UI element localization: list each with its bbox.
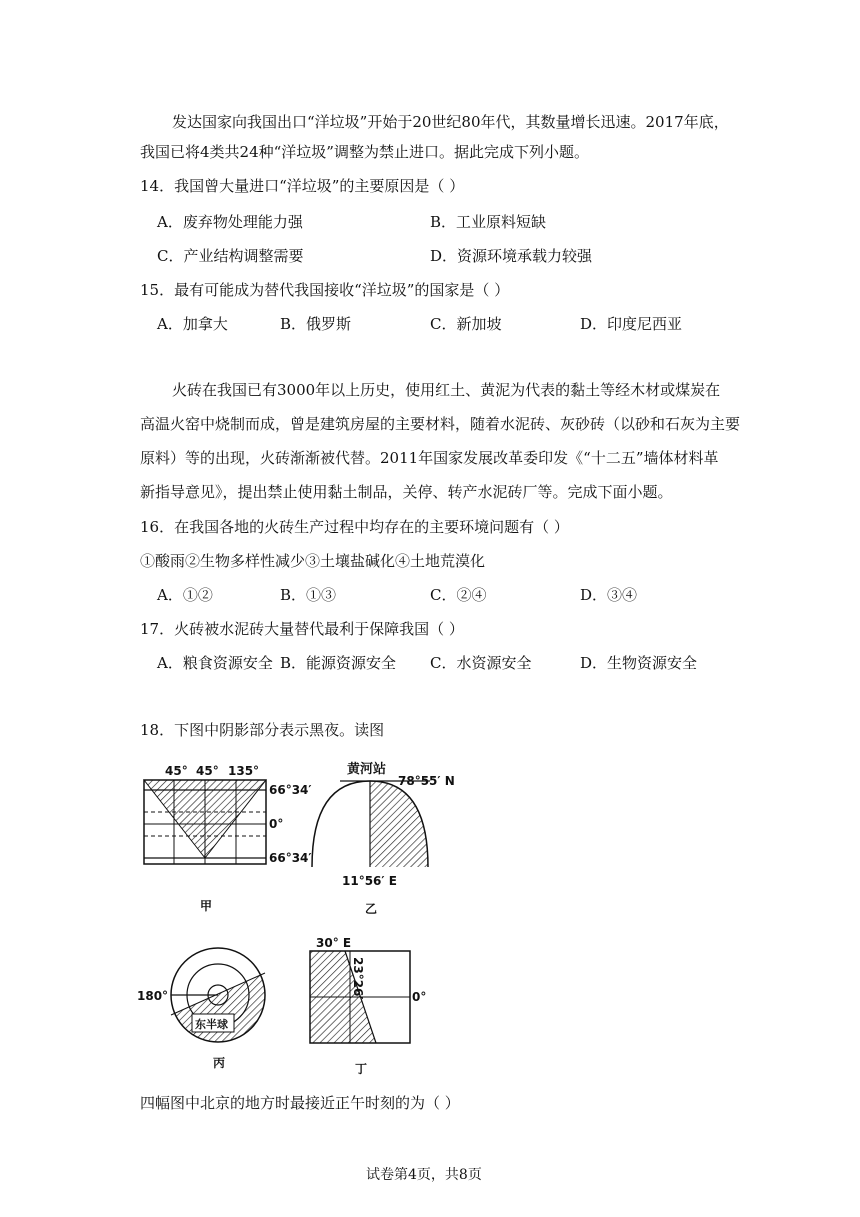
- jia-lat-top: 66°34′: [269, 783, 312, 797]
- figure-yi: [310, 755, 480, 925]
- q15-option-b: B．俄罗斯: [280, 315, 352, 333]
- yi-label: 乙: [365, 902, 378, 916]
- passage1-line1: 发达国家向我国出口“洋垃圾”开始于20世纪80年代，其数量增长迅速。2017年底，: [172, 113, 729, 131]
- ding-label: 丁: [355, 1062, 368, 1076]
- passage2-line3: 原料）等的出现，火砖渐渐被代替。2011年国家发展改革委印发《“十二五”墙体材料革: [140, 449, 719, 467]
- jia-label: 甲: [200, 899, 213, 913]
- q17-option-c: C．水资源安全: [430, 654, 532, 672]
- q14-option-c: C．产业结构调整需要: [157, 247, 304, 265]
- q14-option-b: B．工业原料短缺: [430, 213, 547, 231]
- q16-stem: 16．在我国各地的火砖生产过程中均存在的主要环境问题有（ ）: [140, 518, 569, 536]
- q14-option-a: A．废弃物处理能力强: [157, 213, 303, 231]
- ding-lat: 23°26′: [351, 957, 365, 1000]
- q15-option-c: C．新加坡: [430, 315, 502, 333]
- page-footer: 试卷第4页，共8页: [366, 1167, 482, 1183]
- q17-option-b: B．能源资源安全: [280, 654, 397, 672]
- bing-label: 丙: [213, 1056, 226, 1070]
- bing-lon: 180°: [137, 989, 169, 1003]
- passage2-line1: 火砖在我国已有3000年以上历史，使用红土、黄泥为代表的黏土等经木材或煤炭在: [172, 381, 721, 399]
- ding-zero: 0°: [412, 990, 427, 1004]
- jia-lon3: 135°: [228, 764, 260, 778]
- passage2-line2: 高温火窑中烧制而成，曾是建筑房屋的主要材料，随着水泥砖、灰砂砖（以砂和石灰为主要: [140, 415, 741, 433]
- yi-station: 黄河站: [347, 762, 387, 777]
- figure-bing: [130, 935, 280, 1075]
- q16-option-b: B．①③: [280, 586, 337, 604]
- passage1-line2: 我国已将4类共24种“洋垃圾”调整为禁止进口。据此完成下列小题。: [140, 143, 589, 161]
- q15-option-a: A．加拿大: [157, 315, 228, 333]
- q15-stem: 15．最有可能成为替代我国接收“洋垃圾”的国家是（ ）: [140, 281, 510, 299]
- q17-option-a: A．粮食资源安全: [157, 654, 273, 672]
- jia-lat-bot: 66°34′: [269, 851, 312, 865]
- q14-stem: 14．我国曾大量进口“洋垃圾”的主要原因是（ ）: [140, 177, 465, 195]
- q17-stem: 17．火砖被水泥砖大量替代最利于保障我国（ ）: [140, 620, 464, 638]
- q16-options-line: ①酸雨②生物多样性减少③土壤盐碱化④土地荒漠化: [140, 552, 486, 570]
- passage2-line4: 新指导意见》，提出禁止使用黏土制品，关停、转产水泥砖厂等。完成下面小题。: [140, 483, 673, 501]
- q16-option-a: A．①②: [157, 586, 213, 604]
- jia-lat-mid: 0°: [269, 817, 284, 831]
- bing-box: 东半球: [195, 1018, 228, 1031]
- jia-lon2: 45°: [196, 764, 219, 778]
- q16-option-c: C．②④: [430, 586, 487, 604]
- q16-option-d: D．③④: [580, 586, 638, 604]
- q18-question: 四幅图中北京的地方时最接近正午时刻的为（ ）: [140, 1094, 460, 1112]
- ding-lon: 30° E: [316, 936, 352, 950]
- q18-stem: 18．下图中阴影部分表示黑夜。读图: [140, 721, 385, 739]
- q14-option-d: D．资源环境承载力较强: [430, 247, 593, 265]
- q15-option-d: D．印度尼西亚: [580, 315, 683, 333]
- figure-ding: [300, 935, 440, 1080]
- figure-jia: [130, 760, 320, 920]
- yi-lat: 78°55′ N: [398, 774, 455, 788]
- jia-lon1: 45°: [165, 764, 188, 778]
- yi-lon: 11°56′ E: [342, 874, 397, 888]
- q17-option-d: D．生物资源安全: [580, 654, 698, 672]
